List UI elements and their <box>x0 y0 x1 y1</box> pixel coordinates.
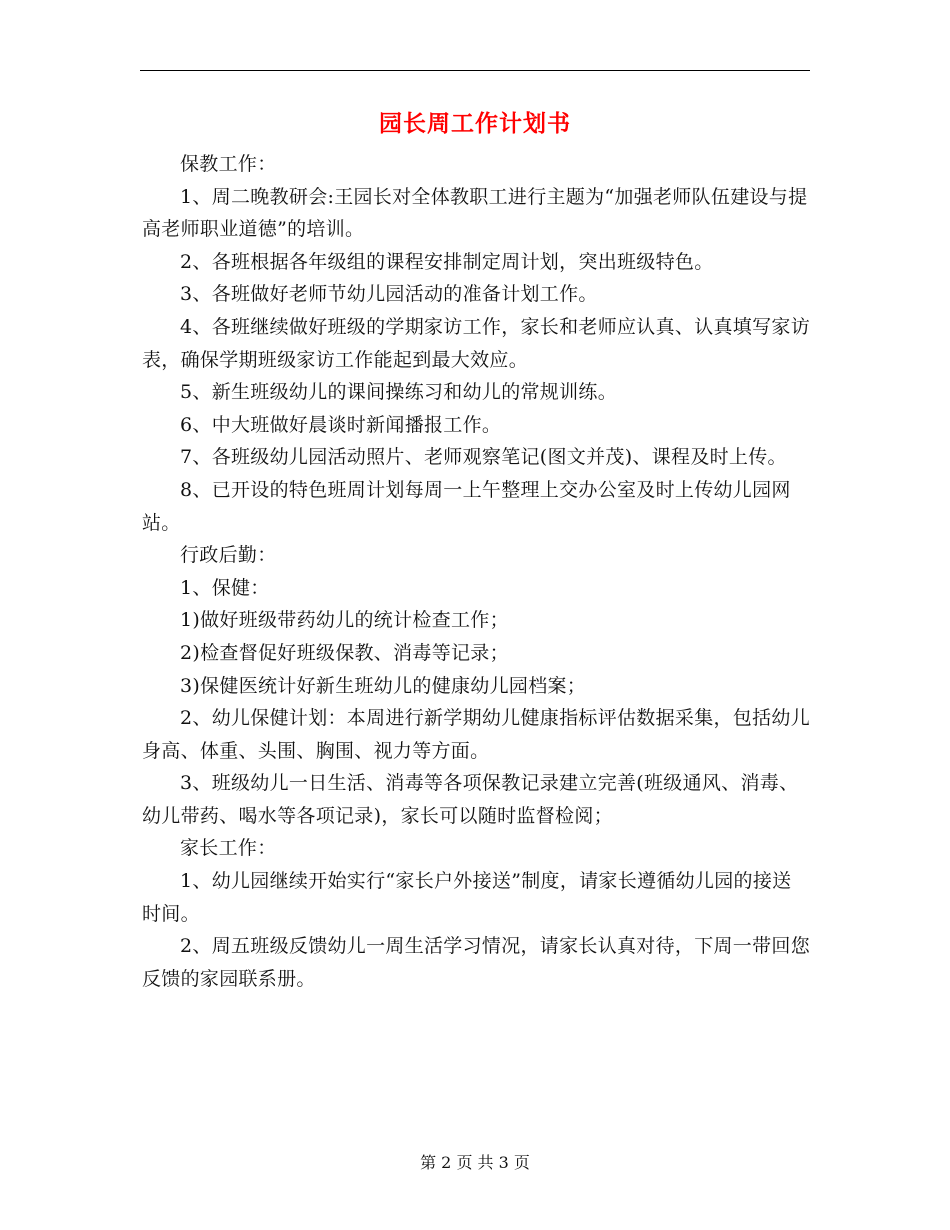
paragraph: 3、班级幼儿一日生活、消毒等各项保教记录建立完善(班级通风、消毒、幼儿带药、喝水等各项记录)，家长可以随时监督检阅； <box>142 772 799 827</box>
paragraph: 1、幼儿园继续开始实行“家长户外接送”制度，请家长遵循幼儿园的接送时间。 <box>142 870 792 925</box>
paragraph: 2、幼儿保健计划：本周进行新学期幼儿健康指标评估数据采集，包括幼儿身高、体重、头围、胸围、视力等方面。 <box>142 707 810 762</box>
paragraph: 保教工作： <box>180 153 277 175</box>
paragraph: 2)检查督促好班级保教、消毒等记录； <box>180 641 509 664</box>
paragraph: 5、新生班级幼儿的课间操练习和幼儿的常规训练。 <box>180 381 617 404</box>
paragraph: 2、各班根据各年级组的课程安排制定周计划，突出班级特色。 <box>180 250 714 273</box>
paragraph: 4、各班继续做好班级的学期家访工作，家长和老师应认真、认真填写家访表，确保学期班级家访工作能起到最大效应。 <box>142 315 810 371</box>
paragraph: 1)做好班级带药幼儿的统计检查工作； <box>180 609 509 632</box>
paragraph: 3、各班做好老师节幼儿园活动的准备计划工作。 <box>180 283 598 306</box>
paragraph: 行政后勤： <box>180 544 277 567</box>
paragraph: 3)保健医统计好新生班幼儿的健康幼儿园档案； <box>180 674 587 697</box>
document-body <box>142 148 810 995</box>
paragraph: 1、周二晚教研会:王园长对全体教职工进行主题为“加强老师队伍建设与提高老师职业道德”的培训。 <box>142 185 808 241</box>
paragraph: 6、中大班做好晨谈时新闻播报工作。 <box>180 413 502 436</box>
document-title: 园长周工作计划书 <box>379 110 571 137</box>
paragraph: 2、周五班级反馈幼儿一周生活学习情况，请家长认真对待，下周一带回您反馈的家园联系册。 <box>142 935 810 990</box>
paragraph: 1、保健： <box>180 576 270 599</box>
header-rule <box>140 70 810 71</box>
paragraph: 家长工作： <box>180 837 277 860</box>
page-number-footer: 第 2 页 共 3 页 <box>420 1153 530 1172</box>
paragraph: 7、各班级幼儿园活动照片、老师观察笔记(图文并茂)、课程及时上传。 <box>180 446 787 469</box>
paragraph: 8、已开设的特色班周计划每周一上午整理上交办公室及时上传幼儿园网站。 <box>142 478 791 534</box>
